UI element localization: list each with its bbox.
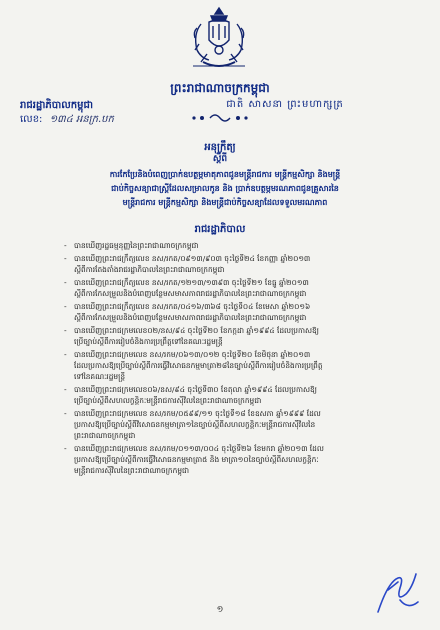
list-bullet: - — [64, 254, 67, 263]
list-item-line: ព្រះរាជាណាចក្រកម្ពុជា — [74, 431, 136, 440]
legal-basis-list — [64, 240, 404, 478]
list-item-line: ដែលប្រកាសឱ្យប្រើច្បាប់ស្តីពីការធ្វើវិសោធនកម្មមាត្រា២៨នៃច្បាប់ស្តីពីការរៀបចំនិងការប្រព្រឹត្ត — [74, 361, 323, 370]
kingdom-heading: ព្រះរាជាណាចក្រកម្ពុជា — [170, 81, 270, 95]
royal-coat-of-arms-icon — [183, 4, 255, 76]
list-item-line: បានឃើញព្រះរាជក្រមលេខ នស/រកម/០៥៩៩/១១ ចុះថ្ងៃទី១៨ ខែឧសភា ឆ្នាំ១៩៩៩ ដែល — [74, 409, 321, 418]
list-item — [64, 384, 404, 406]
reference-label: លេខ: — [20, 114, 43, 125]
list-item-line: បានឃើញព្រះរាជក្រមលេខ នស/រកម/០៦១៣/០១២ ចុះថ្ងៃទី២០ ខែមិថុនា ឆ្នាំ២០១៣ — [74, 350, 311, 359]
reference-value: ១៣៤ អនក្រ.បក — [49, 114, 114, 125]
list-item-line: បានឃើញព្រះរាជក្រមលេខ នស/រកម/០១១៣/០០៤ ចុះថ្ងៃទី២៦ ខែមករា ឆ្នាំ២០១៣ ដែល — [74, 444, 324, 453]
title-line: ជាប់​កិច្ច​សន្យា​ជា​ស្ត្រី​ដែល​សម្រាល​កូន និង ប្រាក់​ឧបត្ថម្ភ​មរណភាព​ជូន​គ្រួសារ​​នៃ — [111, 184, 339, 193]
list-bullet: - — [64, 350, 67, 359]
list-item-line: ស្តីពីការកែសម្រួលនិងបំពេញបន្ថែមសមាសភាពរាជរដ្ឋាភិបាលនៃព្រះរាជាណាចក្រកម្ពុជា — [74, 289, 307, 298]
list-item — [64, 325, 404, 347]
list-bullet: - — [64, 385, 67, 394]
list-bullet: - — [64, 241, 67, 250]
document-subject-label: ស្តីពី — [212, 154, 228, 164]
list-item — [64, 301, 404, 323]
list-item — [64, 408, 404, 441]
list-item-line: ស្តីពីការកែសម្រួលនិងបំពេញបន្ថែមសមាសភាពរាជរដ្ឋាភិបាលនៃព្រះរាជាណាចក្រកម្ពុជា — [74, 313, 307, 322]
page-number: ១ — [216, 605, 224, 615]
list-item-line: បានឃើញព្រះរាជក្រមលេខ០២/នស/៩៤ ចុះថ្ងៃទី២០ ខែកក្កដា ឆ្នាំ១៩៩៤ ដែលប្រកាសឱ្យ — [74, 326, 319, 335]
list-item-line: បានឃើញព្រះរាជក្រឹត្យលេខ នស/រកត/០៩១៣/៩០៣ ចុះថ្ងៃទី២៤ ខែកញ្ញា ឆ្នាំ២០១៣ — [74, 254, 311, 263]
handwritten-signature — [370, 560, 426, 620]
list-bullet: - — [64, 326, 67, 335]
list-bullet: - — [64, 409, 67, 418]
list-item-line: បានឃើញព្រះរាជក្រឹត្យលេខ នស/រកត/០៤១៦/៣៦៨ ចុះថ្ងៃទី០៤ ខែមេសា ឆ្នាំ២០១៦ — [74, 302, 311, 311]
title-line: ការកែប្រែ​និង​​​បំពេញ​ប្រាក់​​​ឧបត្ថម្ភ​មាតុភាព​ជូន​​មន្ត្រី​​រាជការ មន្ត្រី​​កម្មសិក្សា និង​​មន្ត្រី — [109, 170, 341, 179]
reference-number — [20, 112, 114, 127]
list-item-line: ស្តីពីការតែងតាំងរាជរដ្ឋាភិបាលនៃព្រះរាជាណាចក្រកម្ពុជា — [74, 265, 225, 274]
list-item-line: បានឃើញព្រះរាជក្រឹត្យលេខ នស/រកត/១២១៣/១៣៩៣ ចុះថ្ងៃទី២១ ខែធ្នូ ឆ្នាំ២០១៣ — [74, 278, 309, 287]
list-bullet: - — [64, 444, 67, 453]
ornament-divider-icon — [188, 112, 252, 124]
title-line: មន្ត្រីរាជការ មន្ត្រីកម្មសិក្សា និង​មន្ត្រី​ជាប់​កិច្ច​សន្យា​ដែល​ទទួល​មរណភាព — [122, 198, 328, 207]
document-title — [60, 168, 390, 210]
list-item — [64, 443, 404, 476]
list-item-line: មន្ត្រីរាជការស៊ីវិលនៃព្រះរាជាណាចក្រកម្ពុជា — [74, 466, 190, 475]
national-motto: ជាតិ សាសនា ព្រះមហាក្សត្រ — [226, 99, 344, 110]
document-type: អនុក្រឹត្យ — [204, 142, 236, 153]
list-item-line: ប្រកាសឱ្យប្រើច្បាប់ស្តីពីវិសោធនកម្មមាត្រា១នៃច្បាប់ស្តីពីសហលក្ខន្តិកៈមន្ត្រីរាជការស៊ីវិលនៃ — [74, 420, 316, 429]
list-item — [64, 240, 404, 251]
list-item-line: ប្រើច្បាប់ស្តីពីសហលក្ខន្តិកៈមន្ត្រីរាជការស៊ីវិលនៃព្រះរាជាណាចក្រកម្ពុជា — [74, 396, 262, 405]
list-item-line: ប្រកាសឱ្យប្រើច្បាប់ស្តីពីការធ្វើវិសោធនកម្មមាត្រា៥ និង មាត្រា១០នៃច្បាប់ស្តីពីសហលក្ខន្តិកៈ — [74, 455, 319, 464]
list-item-line: ប្រើច្បាប់ស្តីពីការរៀបចំនិងការប្រព្រឹត្តទៅនៃគណៈរដ្ឋមន្ត្រី — [74, 337, 223, 346]
list-item — [64, 349, 404, 382]
list-item — [64, 253, 404, 275]
list-bullet: - — [64, 278, 67, 287]
list-bullet: - — [64, 302, 67, 311]
list-item-line: បានឃើញព្រះរាជក្រមលេខ០៦/នស/៩៤ ចុះថ្ងៃទី៣០ ខែតុលា ឆ្នាំ១៩៩៤ ដែលប្រកាសឱ្យ — [74, 385, 317, 394]
section-heading: រាជរដ្ឋាភិបាល — [194, 224, 246, 235]
government-office-label: រាជរដ្ឋាភិបាលកម្ពុជា — [20, 100, 93, 111]
list-item — [64, 277, 404, 299]
list-item-line: បានឃើញរដ្ឋធម្មនុញ្ញនៃព្រះរាជាណាចក្រកម្ពុជា — [74, 241, 199, 250]
list-item-line: ទៅនៃគណៈរដ្ឋមន្ត្រី — [74, 372, 126, 381]
